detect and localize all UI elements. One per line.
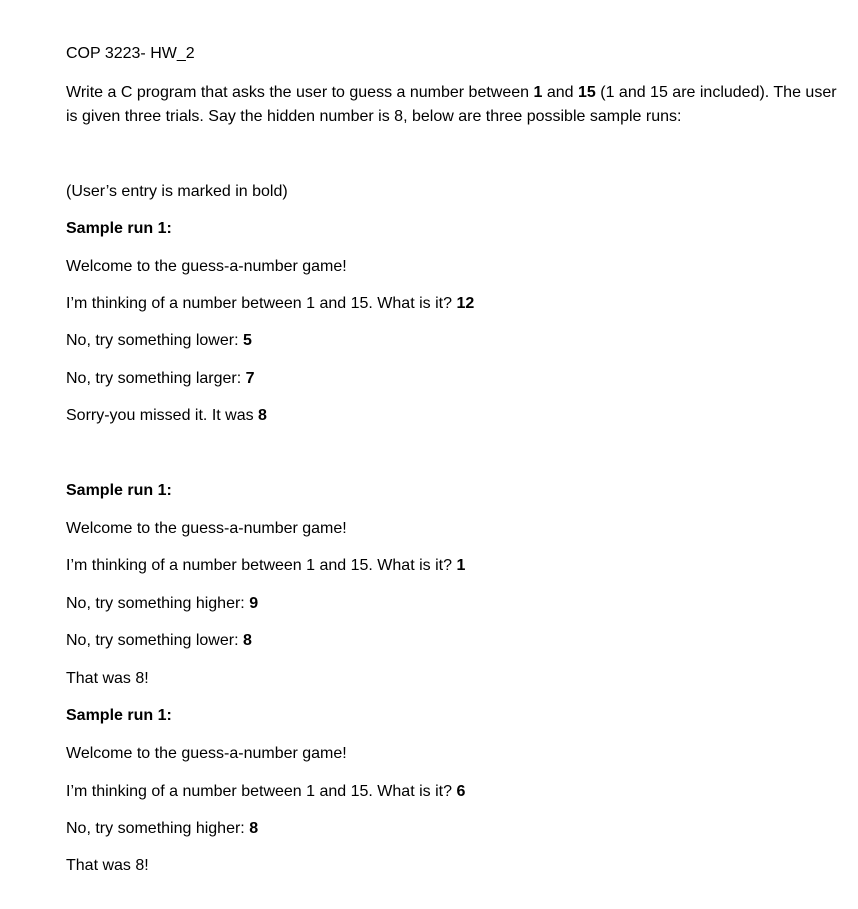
user-entry: 9 bbox=[249, 595, 259, 612]
result-line: That was 8! bbox=[66, 670, 149, 687]
welcome-line: Welcome to the guess-a-number game! bbox=[66, 520, 347, 537]
user-entry: 8 bbox=[258, 407, 267, 424]
welcome-line: Welcome to the guess-a-number game! bbox=[66, 745, 347, 762]
user-entry-note: (User’s entry is marked in bold) bbox=[66, 183, 288, 200]
user-entry: 7 bbox=[245, 370, 255, 387]
user-entry: 12 bbox=[456, 295, 475, 312]
user-entry: 8 bbox=[249, 820, 259, 837]
intro-text-1: Write a C program that asks the user to guess a number between bbox=[66, 84, 534, 101]
response-line: No, try something larger: 7 bbox=[66, 370, 255, 387]
user-entry: 6 bbox=[456, 783, 466, 800]
intro-bold-min: 1 bbox=[533, 84, 543, 101]
prompt-line: I’m thinking of a number between 1 and 15. What is it? 6 bbox=[66, 783, 466, 800]
response-line: No, try something lower: 5 bbox=[66, 332, 252, 349]
response-line: No, try something higher: 8 bbox=[66, 820, 259, 837]
welcome-line: Welcome to the guess-a-number game! bbox=[66, 258, 347, 275]
sample-run-heading: Sample run 1: bbox=[66, 482, 172, 499]
sample-run-heading: Sample run 1: bbox=[66, 220, 172, 237]
intro-paragraph bbox=[66, 81, 846, 129]
sample-run-heading: Sample run 1: bbox=[66, 707, 172, 724]
intro-bold-max: 15 bbox=[578, 84, 596, 101]
result-line: That was 8! bbox=[66, 857, 149, 874]
result-line: Sorry-you missed it. It was 8 bbox=[66, 407, 267, 424]
user-entry: 5 bbox=[242, 332, 252, 349]
response-line: No, try something lower: 8 bbox=[66, 632, 252, 649]
prompt-line: I’m thinking of a number between 1 and 15. What is it? 1 bbox=[66, 557, 466, 574]
user-entry: 1 bbox=[456, 557, 466, 574]
prompt-line: I’m thinking of a number between 1 and 15. What is it? 12 bbox=[66, 295, 475, 312]
intro-text-2: and bbox=[542, 84, 578, 101]
intro-text-3: (1 and 15 are included). The user is given three trials. Say the hidden number is 8, below are three possible sample runs: bbox=[66, 84, 837, 125]
user-entry: 8 bbox=[242, 632, 252, 649]
document-title: COP 3223- HW_2 bbox=[66, 45, 195, 62]
response-line: No, try something higher: 9 bbox=[66, 595, 259, 612]
